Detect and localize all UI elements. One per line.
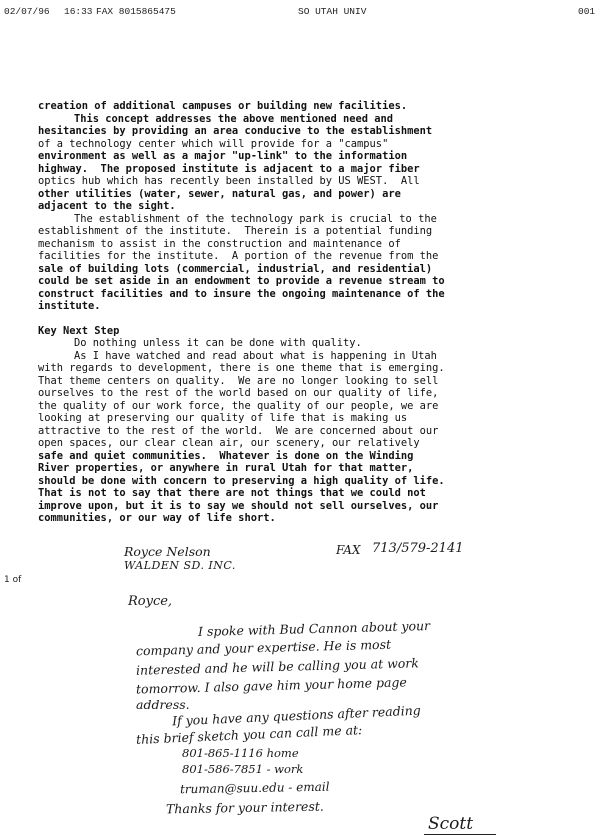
handwritten-signature: Scott xyxy=(428,814,474,834)
text-line: This concept addresses the above mentioned need and xyxy=(74,112,394,125)
text-line: attractive to the rest of the world. We are concerned about our xyxy=(38,424,439,437)
text-line: construct facilities and to insure the ongoing maintenance of the xyxy=(38,287,445,300)
handwritten-note-line: I spoke with Bud Cannon about your xyxy=(197,617,431,640)
paragraph-quality xyxy=(38,350,583,525)
handwritten-note-line: this brief sketch you can call me at: xyxy=(135,722,363,747)
fax-header xyxy=(0,6,612,20)
paragraph-concept xyxy=(38,113,583,213)
paragraph-technology-park xyxy=(38,213,583,313)
text-line: mechanism to assist in the construction and maintenance of xyxy=(38,237,401,250)
handwritten-greeting: Royce, xyxy=(128,594,173,609)
text-line: could be set aside in an endowment to provide a revenue stream to xyxy=(38,275,445,287)
text-line: As I have watched and read about what is happening in Utah xyxy=(74,349,437,362)
text-line: open spaces, our clear clean air, our scenery, our relatively xyxy=(38,437,420,449)
paragraph-continuation: creation of additional campuses or building new facilities. xyxy=(38,100,408,112)
paragraph-key-step: Do nothing unless it can be done with quality. xyxy=(74,337,362,349)
text-line: optics hub which has recently been installed by US WEST. All xyxy=(38,175,420,187)
handwritten-fax-label: FAX xyxy=(336,543,361,557)
text-line: the quality of our work force, the quality of our people, we are xyxy=(38,399,439,412)
signature-underline xyxy=(424,834,496,835)
document-body xyxy=(38,100,583,525)
text-line: That theme centers on quality. We are no longer looking to sell xyxy=(38,374,439,387)
fax-page-number: 001 xyxy=(578,6,596,17)
handwritten-note-line: tomorrow. I also gave him your home page xyxy=(135,674,407,697)
handwritten-note-line: company and your expertise. He is most xyxy=(135,636,392,659)
text-line: River properties, or anywhere in rural Utah for that matter, xyxy=(38,462,414,474)
text-line: institute. xyxy=(38,300,101,312)
text-line: The establishment of the technology park is crucial to the xyxy=(74,212,437,225)
text-line: should be done with concern to preserving a high quality of life. xyxy=(38,474,445,487)
fax-number: FAX 8015865475 xyxy=(96,6,176,17)
text-line: with regards to development, there is one theme that is emerging. xyxy=(38,362,445,374)
text-line: improve upon, but it is to say we should not sell ourselves, our xyxy=(38,499,439,512)
text-line: communities, or our way of life short. xyxy=(38,512,276,524)
text-line: environment as well as a major "up-link" to the information xyxy=(38,150,408,162)
text-line: That is not to say that there are not things that we could not xyxy=(38,487,426,499)
handwritten-company: WALDEN SD. INC. xyxy=(124,559,236,572)
text-line: facilities for the institute. A portion of the revenue from the xyxy=(38,250,439,262)
text-line: hesitancies by providing an area conducive to the establishment xyxy=(38,125,433,137)
text-line: of a technology center which will provide for a "campus" xyxy=(38,137,389,150)
handwritten-contact: 801-586-7851 - work xyxy=(182,762,304,776)
handwritten-fax-number: 713/579-2141 xyxy=(372,541,464,556)
text-line: other utilities (water, sewer, natural gas, and power) are xyxy=(38,187,401,200)
text-line: safe and quiet communities. Whatever is done on the Winding xyxy=(38,449,414,462)
text-line: looking at preserving our quality of life that is making us xyxy=(38,412,408,424)
handwritten-note-line: If you have any questions after reading xyxy=(171,702,422,729)
text-line: highway. The proposed institute is adjacent to a major fiber xyxy=(38,162,420,175)
handwritten-note-line: interested and he will be calling you at work xyxy=(135,655,420,678)
handwritten-contact: truman@suu.edu - email xyxy=(179,779,330,797)
handwritten-addressee: Royce Nelson xyxy=(124,544,211,559)
handwritten-contact: 801-865-1116 home xyxy=(182,746,299,760)
fax-sender: SO UTAH UNIV xyxy=(298,6,367,17)
fax-date: 02/07/96 xyxy=(4,6,50,17)
text-line: establishment of the institute. Therein is a potential funding xyxy=(38,225,433,237)
fax-time: 16:33 xyxy=(64,6,93,17)
text-line: ourselves to the rest of the world based on our quality of life, xyxy=(38,387,439,399)
handwritten-note-line: address. xyxy=(136,697,190,712)
margin-annotation: 1 of xyxy=(4,575,22,585)
section-heading: Key Next Step xyxy=(38,324,120,337)
handwritten-closing: Thanks for your interest. xyxy=(165,798,324,817)
text-line: adjacent to the sight. xyxy=(38,200,176,212)
text-line: sale of building lots (commercial, industrial, and residential) xyxy=(38,262,433,275)
